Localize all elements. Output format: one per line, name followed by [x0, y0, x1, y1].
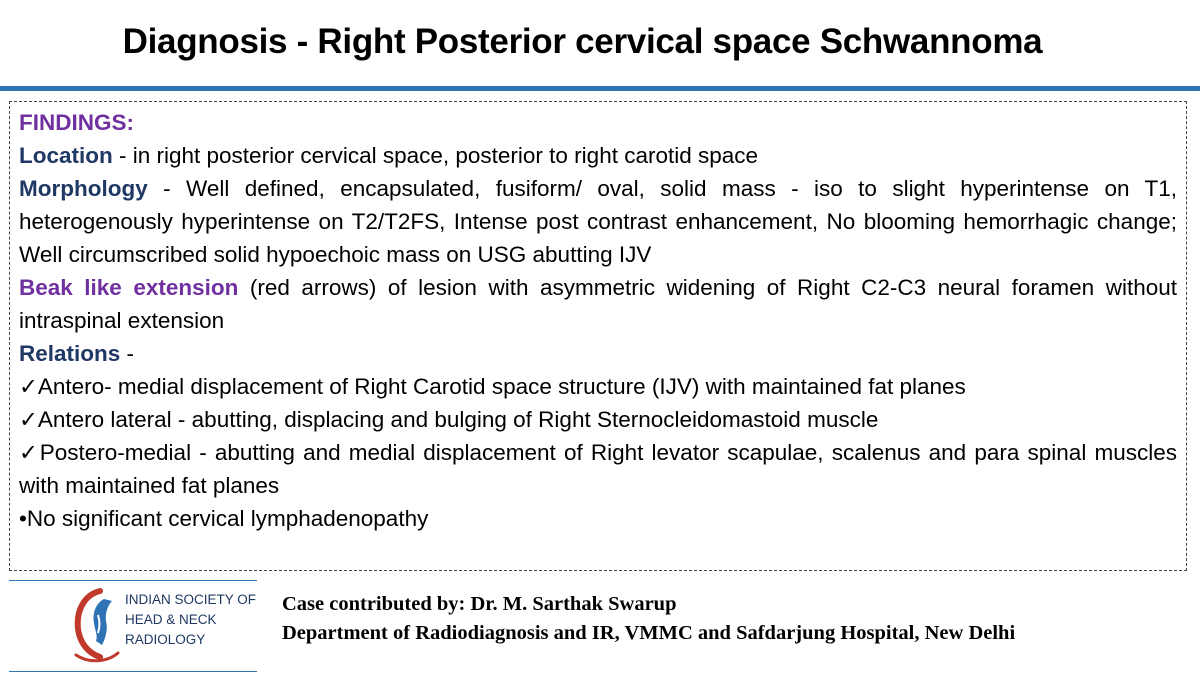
beak-label: Beak like extension	[19, 275, 239, 300]
beak-text: (red arrows) of lesion with asymmetric widening of Right C2-C3 neural foramen without intraspinal extension	[19, 275, 1177, 333]
title-divider	[0, 86, 1200, 91]
society-logo	[70, 585, 260, 665]
logo-line-2: HEAD & NECK	[125, 612, 217, 627]
location-text: - in right posterior cervical space, posterior to right carotid space	[112, 143, 759, 168]
findings-heading: FINDINGS:	[19, 110, 134, 135]
beak-paragraph	[19, 271, 1177, 337]
footer-divider-bottom	[9, 671, 257, 672]
head-neck-logo-icon	[70, 585, 122, 665]
relations-item: ✓Postero-medial - abutting and medial displacement of Right levator scapulae, scalenus and para spinal muscles with maintained fat planes	[19, 440, 1177, 498]
relations-text: -	[120, 341, 135, 366]
morphology-paragraph	[19, 172, 1177, 271]
department-line: Department of Radiodiagnosis and IR, VMMC and Safdarjung Hospital, New Delhi	[282, 622, 1016, 644]
relations-item: ✓Antero- medial displacement of Right Carotid space structure (IJV) with maintained fat planes	[19, 374, 966, 399]
findings-heading-line	[19, 106, 1177, 139]
slide-title: Diagnosis - Right Posterior cervical space Schwannoma	[122, 22, 1043, 61]
footer-divider-top	[9, 580, 257, 581]
relations-line	[19, 337, 1177, 370]
lymphadenopathy-item: •No significant cervical lymphadenopathy	[19, 506, 429, 531]
morphology-label: Morphology	[19, 176, 148, 201]
logo-line-1: INDIAN SOCIETY OF	[125, 592, 257, 607]
location-label: Location	[19, 143, 113, 168]
relations-item: ✓Antero lateral - abutting, displacing and bulging of Right Sternocleidomastoid muscle	[19, 407, 879, 432]
case-credits	[282, 590, 1015, 648]
contributor-line: Case contributed by: Dr. M. Sarthak Swarup	[282, 593, 677, 615]
morphology-text: - Well defined, encapsulated, fusiform/ oval, solid mass - iso to slight hyperintense on T1, heterogenously hyperintense on T2/T2FS, Intense post contrast enhancement, No blooming hemorrhagic change; Well circumscribed solid hypoechoic mass on USG abutting IJV	[19, 176, 1177, 267]
logo-line-3: RADIOLOGY	[125, 632, 206, 647]
logo-text	[125, 590, 256, 650]
findings-box	[9, 101, 1187, 571]
location-line	[19, 139, 1177, 172]
relations-label: Relations	[19, 341, 121, 366]
